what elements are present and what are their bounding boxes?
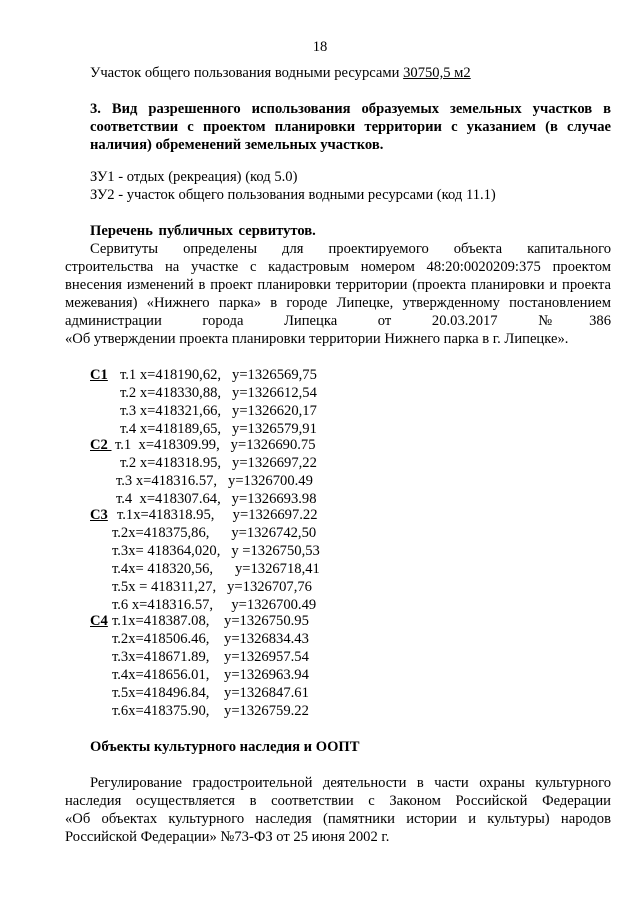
zone-item: ЗУ1 - отдых (рекреация) (код 5.0) (90, 169, 298, 185)
coordinate-point: т.5х = 418311,27, у=1326707,76 (112, 579, 312, 595)
servitude-label-c2: С2 (90, 437, 112, 453)
paragraph-line: «Об утверждении проекта планировки территории Нижнего парка в г. Липецке». (65, 331, 569, 347)
paragraph-line: администрации города Липецка от 20.03.2017 №386 (65, 313, 611, 329)
water-area-value: 30750,5 м2 (403, 65, 471, 81)
coordinate-point: т.5х=418496.84, у=1326847.61 (112, 685, 309, 701)
coordinate-point: т.6 х=418316.57, у=1326700.49 (112, 597, 317, 613)
coordinate-point: т.2 х=418330,88, у=1326612,54 (120, 385, 317, 401)
coordinate-point: т.6х=418375.90, у=1326759.22 (112, 703, 309, 719)
servitude-label-c3: С3 (90, 507, 108, 523)
heritage-heading: Объекты культурного наследия и ООПТ (90, 739, 360, 755)
coordinate-point: т.2х=418375,86, у=1326742,50 (112, 525, 317, 541)
paragraph-line: Сервитуты определены для проектируемого объекта капитального (90, 241, 611, 257)
coordinate-point: т.4х= 418320,56, у=1326718,41 (112, 561, 320, 577)
servitudes-heading: Перечень публичных сервитутов. (90, 223, 316, 239)
paragraph-line: строительства на участке с кадастровым номером 48:20:0020209:375 проектом (65, 259, 611, 275)
coordinate-point: т.4 х=418307.64, у=1326693.98 (116, 491, 317, 507)
section3-heading (90, 100, 611, 154)
servitudes-paragraph (65, 240, 611, 348)
zone-item: ЗУ2 - участок общего пользования водными ресурсами (код 11.1) (90, 187, 496, 203)
coordinate-point: т.3 х=418316.57, у=1326700.49 (116, 473, 313, 489)
water-area-label: Участок общего пользования водными ресурсами (90, 65, 404, 81)
heading-line: наличия) обременений земельных участков. (90, 137, 384, 153)
coordinate-point: т.3х= 418364,020, у =1326750,53 (112, 543, 320, 559)
coordinate-point: т.1 х=418309.99, у=1326690.75 (115, 437, 316, 453)
coordinate-point: т.3 х=418321,66, у=1326620,17 (120, 403, 317, 419)
heritage-paragraph (65, 774, 611, 846)
paragraph-line: «Об объектах культурного наследия (памятники истории и культуры) народов (65, 811, 611, 827)
heading-line: 3. Вид разрешенного использования образуемых земельных участков в (90, 101, 611, 117)
servitude-label-c1: С1 (90, 367, 108, 383)
coordinate-point: т.4х=418656.01, у=1326963.94 (112, 667, 309, 683)
coordinate-point: т.3х=418671.89, у=1326957.54 (112, 649, 309, 665)
page-number: 18 (312, 39, 328, 55)
coordinate-point: т.1 х=418190,62, у=1326569,75 (120, 367, 317, 383)
coordinate-point: т.2 х=418318.95, у=1326697,22 (120, 455, 317, 471)
coordinate-point: т.4 х=418189,65, у=1326579,91 (120, 421, 317, 437)
water-area-line (90, 64, 471, 82)
coordinate-point: т.1х=418387.08, у=1326750.95 (112, 613, 309, 629)
paragraph-line: Российской Федерации» №73-ФЗ от 25 июня 2002 г. (65, 829, 390, 845)
paragraph-line: межевания) «Нижнего парка» в городе Липецке, утвержденному постановлением (65, 295, 611, 311)
coordinate-point: т.2х=418506.46, у=1326834.43 (112, 631, 309, 647)
paragraph-line: Регулирование градостроительной деятельности в части охраны культурного (90, 775, 611, 791)
servitude-label-c4: С4 (90, 613, 108, 629)
coordinate-point: т.1х=418318.95, у=1326697.22 (117, 507, 318, 523)
paragraph-line: внесения изменений в проект планировки территории (проекта планировки и проекта (65, 277, 611, 293)
heading-line: соответствии с проектом планировки территории с указанием (в случае (90, 119, 611, 135)
paragraph-line: наследия осуществляется в соответствии с Законом Российской Федерации (65, 793, 611, 809)
